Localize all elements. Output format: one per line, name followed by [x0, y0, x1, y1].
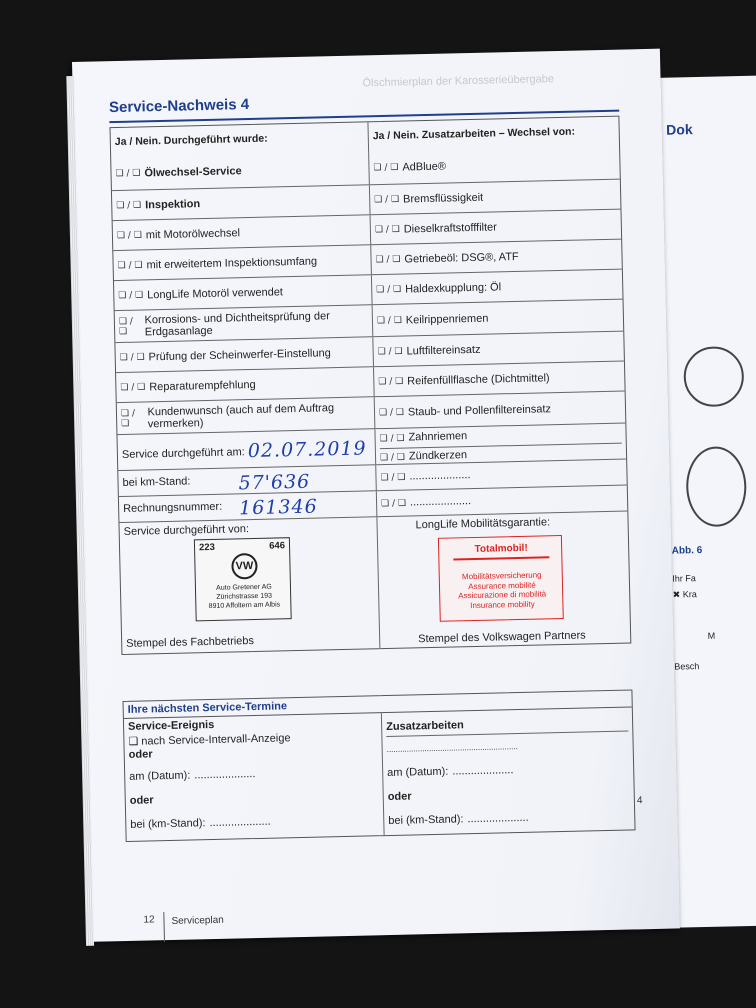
extra-work-column: [382, 707, 635, 835]
dealer-number: 223: [198, 541, 216, 554]
footer-divider: [163, 912, 165, 942]
vw-logo-icon: VW: [231, 553, 258, 580]
checkbox-icon: ❏ / ❏: [378, 376, 404, 387]
checkbox-icon: ❏ / ❏: [374, 194, 400, 205]
totalmobil-line: Assicurazione di mobilità: [458, 589, 547, 601]
dealer-number: 646: [269, 540, 286, 552]
checkbox-icon: ❏ / ❏: [119, 351, 145, 363]
extra-work-blank-line: ...........................................................: [386, 741, 518, 754]
partner-stamp-cell: [377, 512, 630, 649]
extra-work-label: AdBlue®: [402, 160, 447, 174]
service-item-label: mit Motorölwechsel: [145, 226, 241, 241]
page-title: Service-Nachweis 4: [108, 95, 250, 117]
or-label: oder: [128, 748, 153, 761]
checkbox-icon: ❏ / ❏: [116, 199, 142, 211]
handwritten-km: 57'636: [238, 470, 311, 495]
totalmobil-line: Insurance mobility: [470, 599, 535, 610]
right-column-header: Ja / Nein. Zusatzarbeiten – Wechsel von:: [372, 125, 576, 143]
next-service-dates: [123, 689, 636, 842]
dealer-stamp-cell: [119, 517, 380, 654]
side-marker: 4: [636, 795, 643, 807]
left-page: [72, 49, 680, 942]
checkbox-icon: ❏ / ❏: [376, 284, 402, 295]
checkbox-icon: ❏ / ❏: [120, 381, 146, 393]
right-page-table-header: M: [707, 630, 716, 641]
checkbox-icon: ❏ / ❏: [373, 162, 399, 174]
checkbox-icon: ❏ / ❏: [376, 315, 402, 326]
checkbox-icon: ❏ / ❏: [380, 498, 407, 510]
extra-work-label: Dieselkraftstofffilter: [403, 220, 498, 236]
service-item-cell: [115, 337, 374, 372]
checkbox-icon: ❏ / ❏: [118, 316, 133, 337]
extra-work-cell: [370, 180, 621, 215]
service-item-cell: [114, 275, 373, 310]
interval-option: ❏ nach Service-Intervall-Anzeige: [128, 732, 291, 748]
extra-work-label: Haldexkupplung: Öl: [404, 280, 502, 295]
extra-work-label: Bremsflüssigkeit: [402, 191, 484, 206]
right-page-text: Ihr Fa: [672, 573, 696, 584]
extra-work-cell: [375, 392, 626, 429]
service-event-header: Service-Ereignis: [127, 718, 215, 733]
extra-work-cell: [373, 332, 624, 367]
longlife-label: LongLife Mobilitätsgarantie:: [415, 516, 551, 532]
checkbox-icon: ❏ / ❏: [375, 254, 401, 265]
km-label: bei km-Stand:: [122, 475, 191, 489]
service-date-cell: [117, 429, 376, 470]
checkbox-icon: ❏ / ❏: [378, 407, 405, 418]
service-item-label: Prüfung der Scheinwerfer-Einstellung: [148, 346, 331, 363]
extra-work-cell: [374, 362, 625, 397]
dealer-name: Auto Gretener AG: [216, 583, 272, 592]
service-item-label: Reparaturempfehlung: [149, 378, 256, 393]
invoice-label: Rechnungsnummer:: [123, 500, 223, 515]
extra-work-cell: [371, 240, 622, 275]
service-event-column: [124, 713, 385, 841]
next-services-body: [124, 707, 635, 840]
extra-work-cell: [372, 270, 623, 305]
extra-work-label: Getriebeöl: DSG®, ATF: [404, 250, 519, 266]
right-page-figure-caption: Abb. 6: [671, 544, 703, 557]
bleed-through-text: Ölschmierplan der Karosserieübergabe: [362, 73, 555, 90]
extra-work-label: Keilrippenriemen: [405, 312, 489, 326]
extra-work-label: Luftfiltereinsatz: [406, 343, 481, 357]
extra-km-field: [388, 804, 630, 833]
service-item-cell: [117, 397, 376, 434]
right-page-title: Dok: [665, 121, 693, 138]
next-date-label: am (Datum):: [129, 769, 191, 783]
next-km-blank: ....................: [209, 815, 271, 830]
checkbox-icon: ❏ / ❏: [377, 346, 403, 357]
extra-work-label: Reifenfüllflasche (Dichtmittel): [407, 371, 550, 387]
performed-by-label: Service durchgeführt von:: [123, 523, 250, 538]
stamp-fachbetrieb-label: Stempel des Fachbetriebs: [126, 635, 255, 650]
extra-date-label: am (Datum):: [387, 765, 449, 780]
checkbox-icon: ❏ / ❏: [116, 229, 142, 241]
stamps-row: [119, 511, 630, 654]
service-item-cell: [116, 367, 375, 402]
totalmobil-line: Assurance mobilité: [468, 580, 536, 591]
totalmobil-stamp: [438, 535, 564, 622]
extra-work-label: Staub- und Pollenfiltereinsatz: [407, 402, 552, 418]
page-number: 12: [143, 914, 155, 926]
next-date-blank: ....................: [194, 768, 256, 782]
checkbox-icon: ❏ / ❏: [374, 224, 400, 235]
page-edge: [66, 76, 94, 946]
service-item-label: Ölwechsel-Service: [144, 165, 242, 180]
extra-work-header: Zusatzarbeiten: [386, 710, 628, 737]
or-label: oder: [129, 794, 154, 807]
checkbox-icon: ❏ / ❏: [115, 168, 141, 180]
service-item-label: Korrosions- und Dichtheitsprüfung der Erdgasanlage: [144, 309, 330, 338]
service-item-cell: [112, 185, 371, 220]
service-item-cell: [113, 215, 372, 250]
extra-km-blank: ....................: [467, 811, 529, 826]
next-km-label: bei (km-Stand):: [130, 817, 206, 831]
extra-work-label: Zahnriemen: [408, 430, 468, 444]
extra-km-label: bei (km-Stand):: [388, 813, 464, 828]
checkbox-icon: ❏ / ❏: [379, 433, 405, 445]
extra-work-cell: [369, 147, 620, 185]
checkbox-icon: ❏ / ❏: [117, 259, 143, 271]
extra-work-label: Zündkerzen: [408, 449, 468, 463]
stamp-vw-partner-label: Stempel des Volkswagen Partners: [418, 629, 586, 646]
handwritten-date: 02.07.2019: [247, 437, 367, 463]
extra-work-cell: [371, 210, 622, 245]
dealer-city: 8910 Affoltern am Albis: [208, 601, 281, 611]
totalmobil-title: Totalmobil!: [453, 542, 549, 560]
handwritten-invoice: 161346: [238, 495, 318, 520]
or-label: oder: [387, 790, 412, 804]
totalmobil-text: [444, 570, 561, 611]
service-item-label: Kundenwunsch (auch auf dem Auftrag vermerken): [147, 401, 335, 430]
checklist-rows: [111, 147, 625, 434]
extra-date-blank: ....................: [452, 764, 514, 778]
extra-work-blank: ....................: [409, 469, 471, 483]
right-page-table-cell: Besch: [674, 661, 700, 672]
service-item-cell: [115, 305, 374, 342]
right-page-illustration-2: [685, 446, 747, 527]
extra-work-cell: [373, 300, 624, 337]
checkbox-icon: ❏ / ❏: [380, 472, 406, 484]
service-record-table: [109, 116, 631, 655]
dealer-street: Zürichstrasse 193: [216, 592, 273, 601]
next-services-title: Ihre nächsten Service-Termine: [124, 690, 632, 719]
extra-work-cell: [375, 424, 626, 465]
dealer-address: [198, 582, 291, 611]
totalmobil-line: Mobilitätsversicherung: [461, 570, 542, 582]
right-page-text: ✖ Kra: [672, 589, 697, 600]
service-item-label: Inspektion: [145, 197, 201, 211]
checkbox-icon: ❏ / ❏: [118, 289, 144, 301]
service-item-cell: [113, 245, 372, 280]
dealer-stamp: [194, 537, 292, 621]
left-column-header: Ja / Nein. Durchgeführt wurde:: [111, 122, 370, 158]
service-item-label: LongLife Motoröl verwendet: [147, 285, 284, 301]
service-item-cell: [111, 152, 370, 190]
extra-work-blank: ....................: [409, 495, 472, 509]
service-date-label: Service durchgeführt am:: [121, 446, 245, 461]
checkbox-icon: ❏ / ❏: [120, 408, 136, 429]
next-km-field: [130, 807, 379, 837]
checkbox-icon: ❏ / ❏: [379, 452, 406, 464]
service-item-label: mit erweitertem Inspektionsumfang: [146, 254, 318, 271]
right-page-illustration: [683, 346, 744, 407]
footer-title: Serviceplan: [171, 914, 224, 927]
